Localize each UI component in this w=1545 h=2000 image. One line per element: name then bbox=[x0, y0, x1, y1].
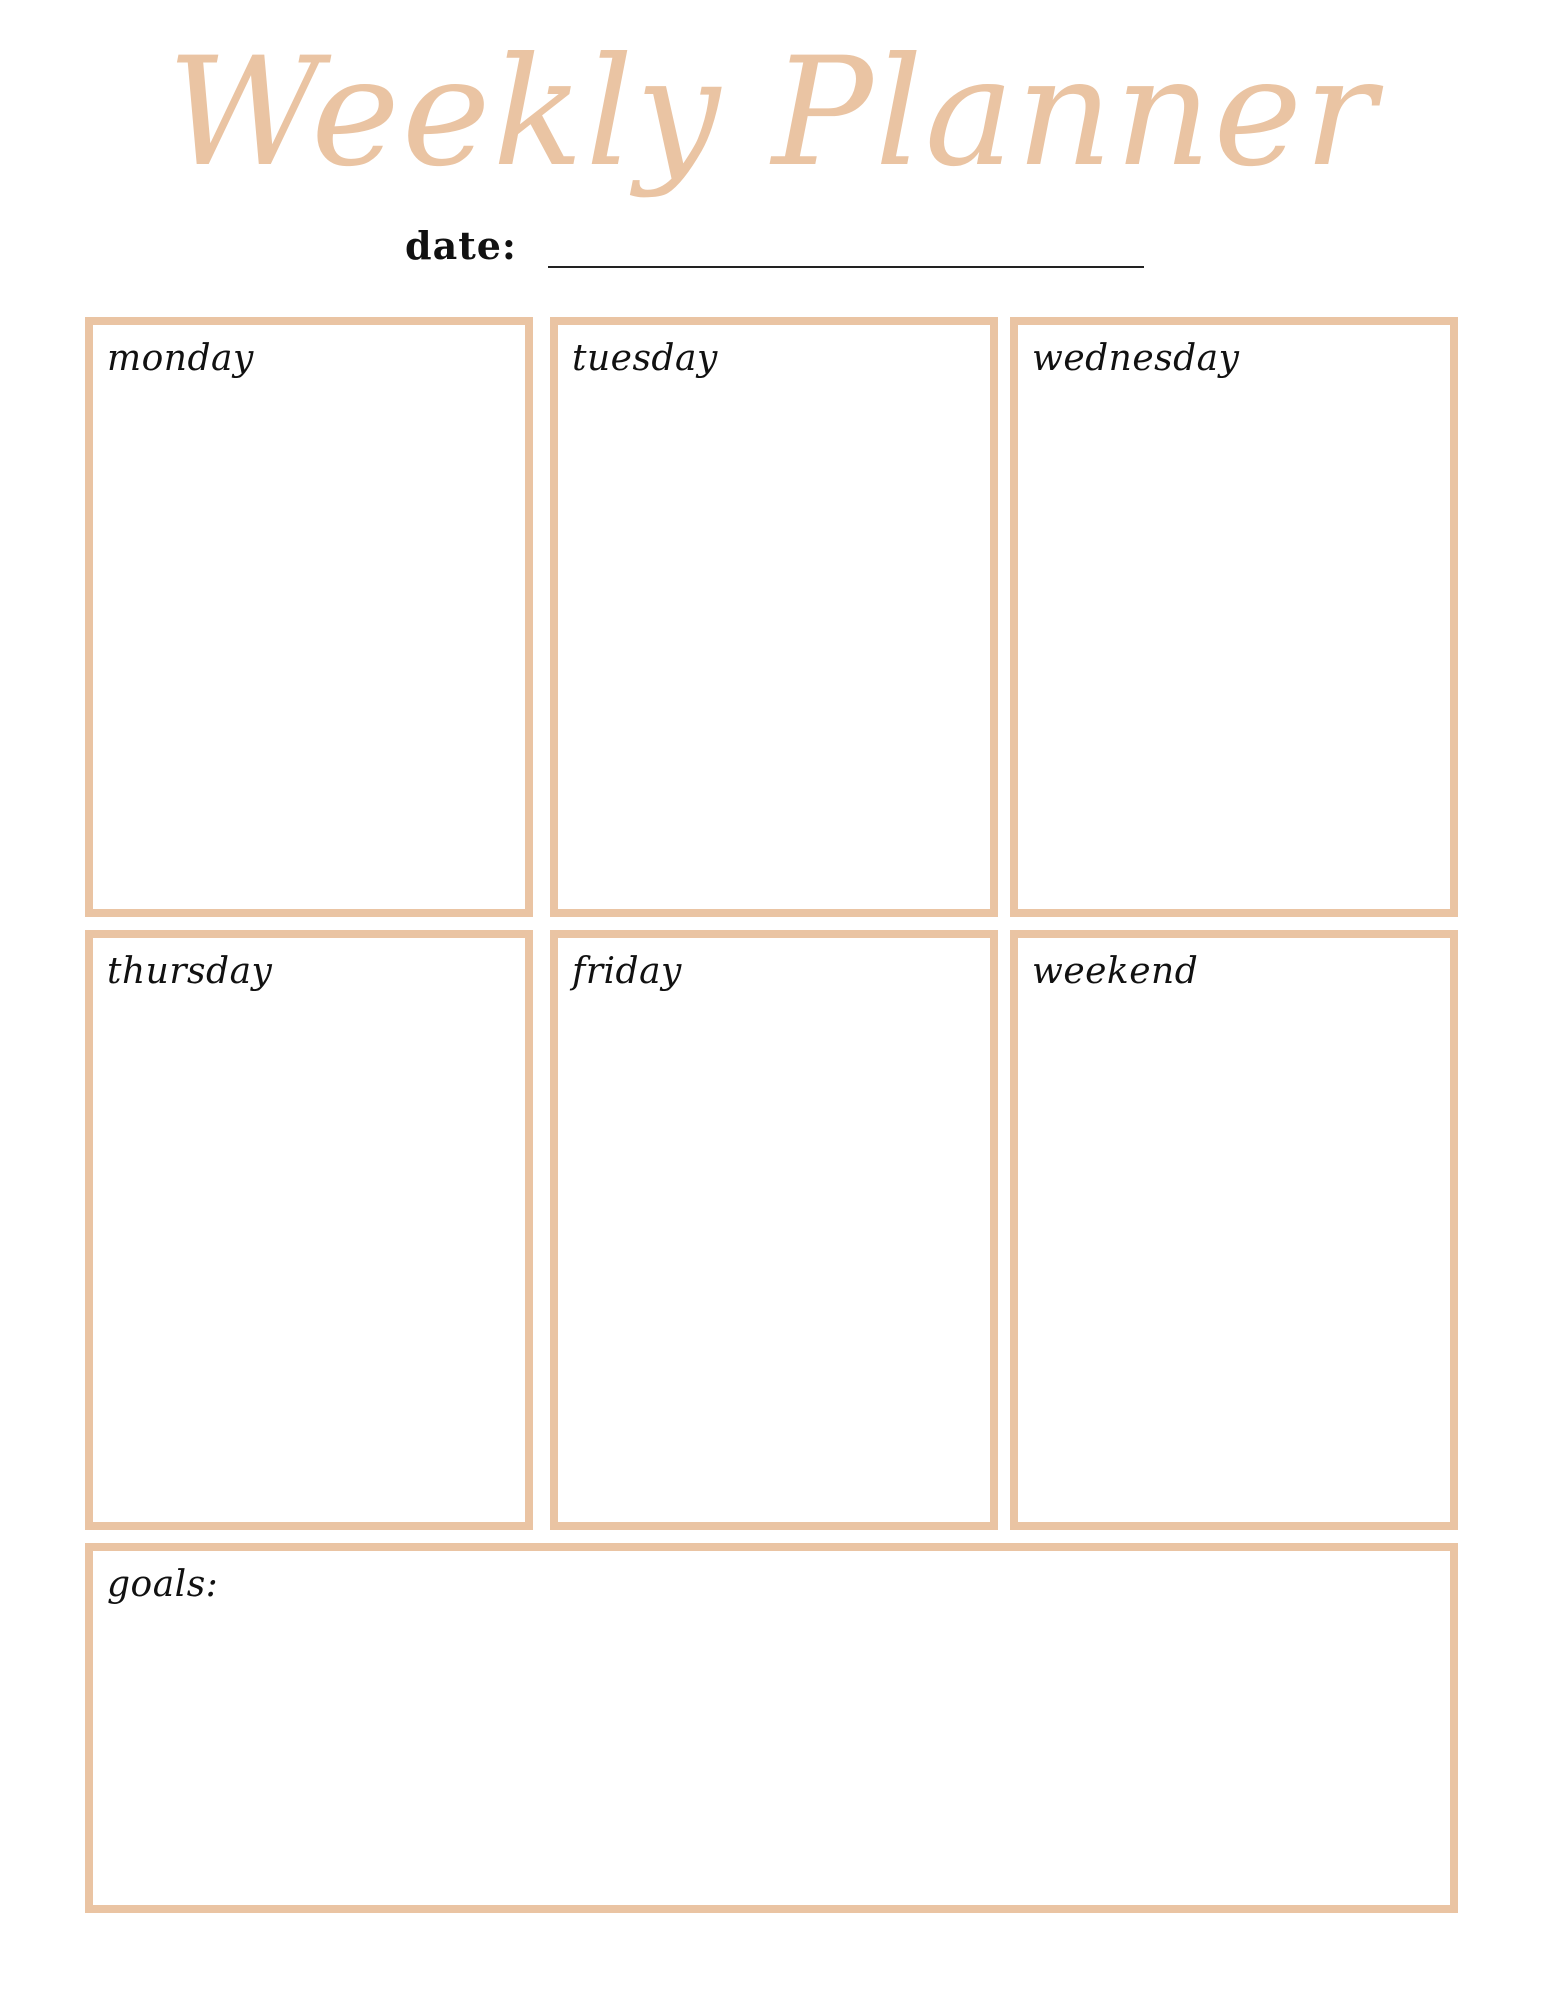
goals-label: goals: bbox=[107, 1564, 219, 1605]
day-box-thursday[interactable] bbox=[85, 930, 533, 1530]
day-label-thursday: thursday bbox=[107, 951, 273, 992]
page-title: Weekly Planner bbox=[167, 26, 1378, 200]
day-label-friday: friday bbox=[572, 951, 682, 992]
day-label-tuesday: tuesday bbox=[572, 338, 718, 379]
day-box-monday[interactable] bbox=[85, 317, 533, 917]
day-label-monday: monday bbox=[107, 338, 254, 379]
day-box-tuesday[interactable] bbox=[550, 317, 998, 917]
day-box-weekend[interactable] bbox=[1010, 930, 1458, 1530]
day-label-wednesday: wednesday bbox=[1032, 338, 1240, 379]
day-box-wednesday[interactable] bbox=[1010, 317, 1458, 917]
day-label-weekend: weekend bbox=[1032, 951, 1199, 992]
date-field[interactable] bbox=[548, 266, 1144, 268]
day-box-friday[interactable] bbox=[550, 930, 998, 1530]
date-label: date: bbox=[405, 223, 517, 268]
goals-box[interactable] bbox=[85, 1543, 1458, 1913]
